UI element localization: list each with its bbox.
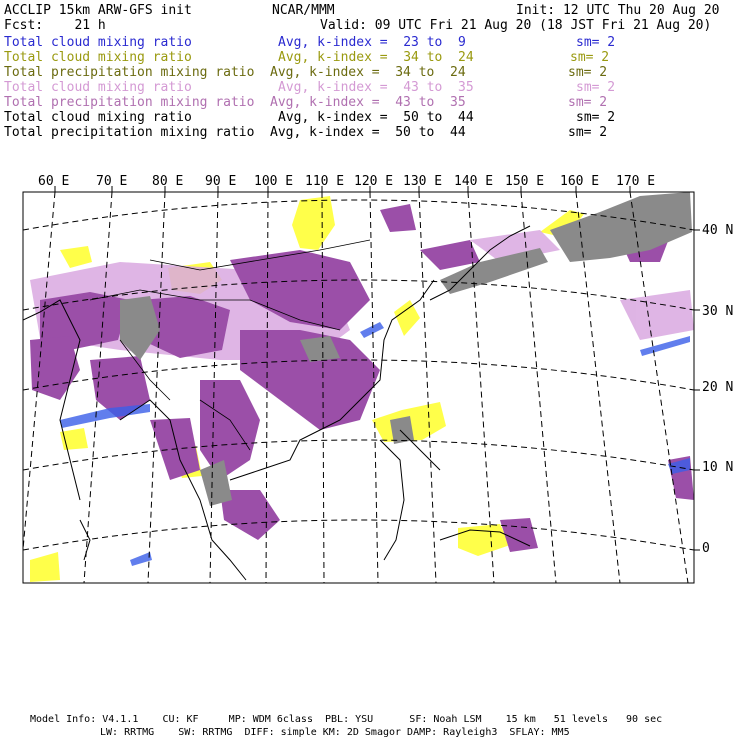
lon-label: 140 E (454, 174, 494, 189)
footer-line-1: Model Info: V4.1.1 CU: KF MP: WDM 6class PBL: YSU SF: Noah LSM 15 km 51 levels 90 sec (30, 714, 663, 725)
legend-sm-1: sm= 2 (576, 35, 616, 50)
legend-field-7: Total precipitation mixing ratio (4, 125, 255, 140)
legend-field-2: Total cloud mixing ratio (4, 50, 192, 65)
lat-label: 20 N (702, 380, 734, 395)
legend-sm-2: sm= 2 (570, 50, 610, 65)
lon-label: 60 E (38, 174, 70, 189)
lat-label: 40 N (702, 223, 734, 238)
legend-field-1: Total cloud mixing ratio (4, 35, 192, 50)
legend-field-3: Total precipitation mixing ratio (4, 65, 255, 80)
legend-avg-5: Avg, k-index = 43 to 35 (270, 95, 466, 110)
lon-label: 130 E (403, 174, 443, 189)
legend-avg-2: Avg, k-index = 34 to 24 (278, 50, 474, 65)
legend-sm-3: sm= 2 (568, 65, 608, 80)
init-text: Init: 12 UTC Thu 20 Aug 20 (516, 3, 720, 18)
lon-label: 150 E (505, 174, 545, 189)
longitude-labels (38, 174, 655, 189)
lon-label: 70 E (96, 174, 128, 189)
legend-sm-5: sm= 2 (568, 95, 608, 110)
title-text: ACCLIP 15km ARW-GFS init (4, 3, 192, 18)
footer-line-2: LW: RRTMG SW: RRTMG DIFF: simple KM: 2D Smagor DAMP: Rayleigh3 SFLAY: MM5 (100, 727, 570, 738)
legend-avg-6: Avg, k-index = 50 to 44 (278, 110, 474, 125)
legend-sm-6: sm= 2 (576, 110, 616, 125)
lat-label: 30 N (702, 304, 734, 319)
latitude-labels (702, 223, 733, 556)
legend-avg-4: Avg, k-index = 43 to 35 (278, 80, 474, 95)
legend-avg-7: Avg, k-index = 50 to 44 (270, 125, 466, 140)
org-text: NCAR/MMM (272, 3, 335, 18)
legend-field-5: Total precipitation mixing ratio (4, 95, 255, 110)
lon-label: 120 E (354, 174, 394, 189)
legend (4, 35, 615, 140)
lon-label: 170 E (616, 174, 656, 189)
lon-label: 160 E (560, 174, 600, 189)
legend-field-4: Total cloud mixing ratio (4, 80, 192, 95)
legend-avg-3: Avg, k-index = 34 to 24 (270, 65, 466, 80)
valid-text: Valid: 09 UTC Fri 21 Aug 20 (18 JST Fri 21 Aug 20) (320, 18, 712, 33)
legend-avg-1: Avg, k-index = 23 to 9 (278, 35, 466, 50)
lon-label: 100 E (254, 174, 294, 189)
fcst-text: Fcst: 21 h (4, 18, 106, 33)
legend-field-6: Total cloud mixing ratio (4, 110, 192, 125)
lon-label: 110 E (305, 174, 345, 189)
lat-label: 0 (702, 541, 710, 556)
lat-label: 10 N (702, 460, 734, 475)
lon-label: 90 E (205, 174, 237, 189)
legend-sm-7: sm= 2 (568, 125, 608, 140)
lon-label: 80 E (152, 174, 184, 189)
legend-sm-4: sm= 2 (576, 80, 616, 95)
